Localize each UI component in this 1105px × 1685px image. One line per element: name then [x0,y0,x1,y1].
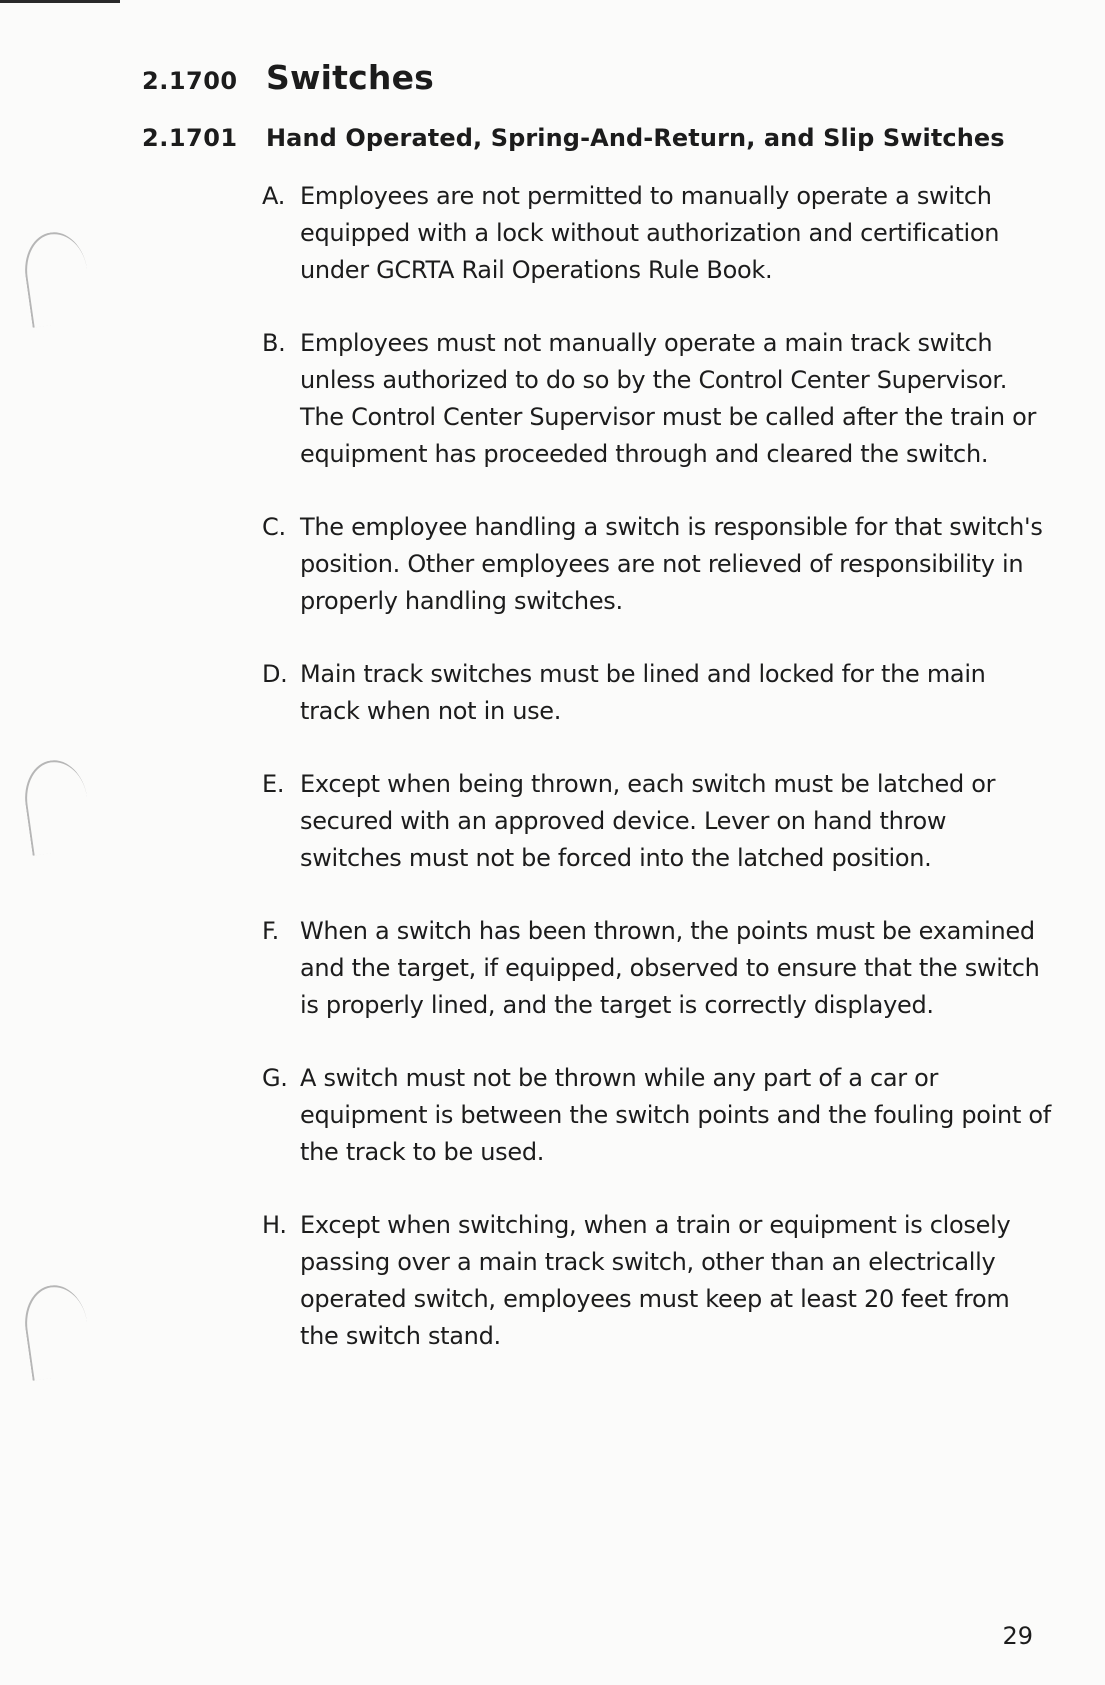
rule-item-h [262,1207,1052,1355]
binder-hole-middle [20,756,94,856]
section-number: 2.1700 [142,67,238,95]
rule-item-a [262,178,1052,289]
rule-letter: F. [262,917,279,945]
rule-letter: D. [262,660,288,688]
rule-text: Employees must not manually operate a main track switch unless authorized to do so by the Control Center Supervisor. The Control Center Supervisor must be called after the train or equipment has proceeded through and cleared the switch. [300,329,1037,468]
rules-list [262,178,1052,1391]
rule-text: Except when being thrown, each switch must be latched or secured with an approved device. Lever on hand throw switches must not be forced into the latched position. [300,770,996,872]
rule-item-c [262,509,1052,620]
rule-letter: E. [262,770,285,798]
rule-item-e [262,766,1052,877]
subsection-number: 2.1701 [142,124,238,152]
rule-item-f [262,913,1052,1024]
binder-hole-bottom [20,1281,94,1381]
subsection-heading [142,124,1005,152]
rule-letter: H. [262,1211,287,1239]
rule-letter: C. [262,513,286,541]
section-heading [142,58,434,97]
page-number: 29 [1002,1622,1033,1650]
rule-text: Except when switching, when a train or equipment is closely passing over a main track switch, other than an electrically operated switch, employees must keep at least 20 feet from the switch stand. [300,1211,1011,1350]
rule-item-d [262,656,1052,730]
rule-text: A switch must not be thrown while any part of a car or equipment is between the switch points and the fouling point of the track to be used. [300,1064,1051,1166]
rule-text: Employees are not permitted to manually operate a switch equipped with a lock without authorization and certification under GCRTA Rail Operations Rule Book. [300,182,1000,284]
binder-hole-top [20,228,94,328]
rule-letter: A. [262,182,286,210]
rule-text: The employee handling a switch is responsible for that switch's position. Other employees are not relieved of responsibility in properly handling switches. [300,513,1043,615]
subsection-title: Hand Operated, Spring-And-Return, and Slip Switches [266,124,1005,152]
section-title: Switches [266,58,435,97]
rule-letter: G. [262,1064,288,1092]
rule-text: Main track switches must be lined and locked for the main track when not in use. [300,660,986,725]
page-top-edge [0,0,120,3]
rule-item-b [262,325,1052,473]
rule-item-g [262,1060,1052,1171]
rule-letter: B. [262,329,286,357]
rule-text: When a switch has been thrown, the points must be examined and the target, if equipped, observed to ensure that the switch is properly lined, and the target is correctly displayed. [300,917,1040,1019]
